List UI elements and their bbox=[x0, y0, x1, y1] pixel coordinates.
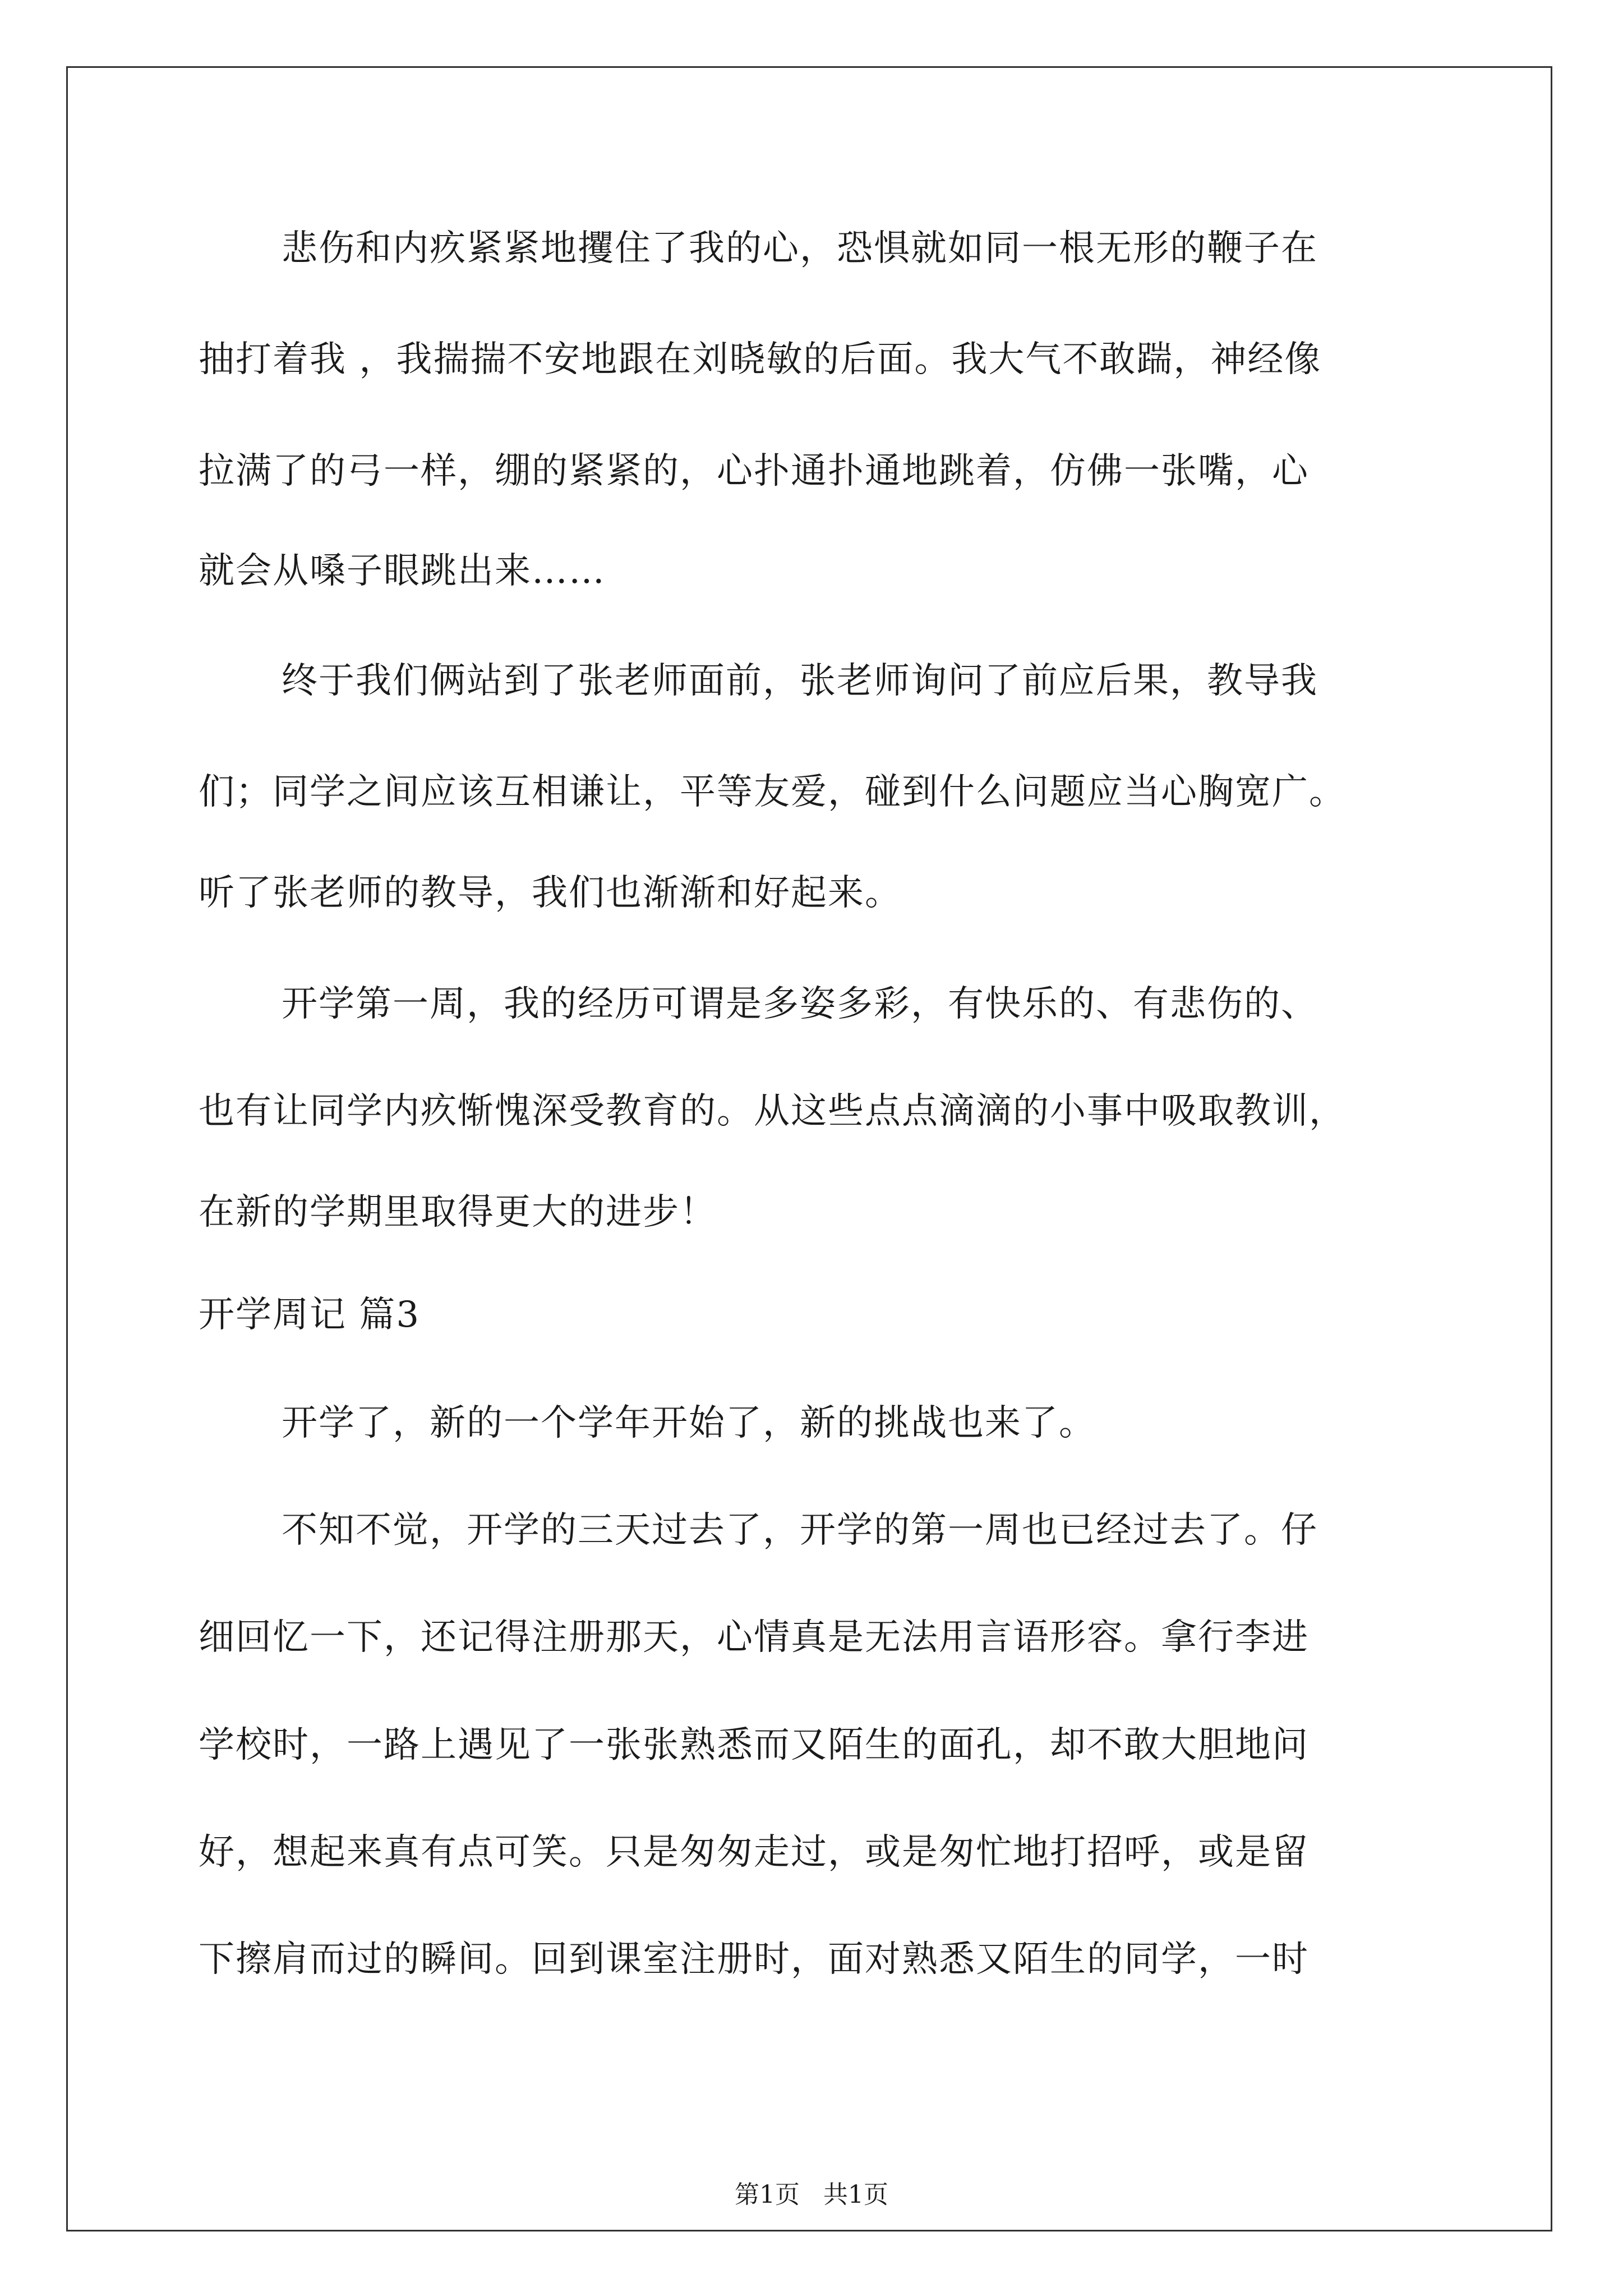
paragraph-line: 开学第一周，我的经历可谓是多姿多彩，有快乐的、有悲伤的、 bbox=[282, 983, 1318, 1025]
paragraph-line: 拉满了的弓一样，绷的紧紧的，心扑通扑通地跳着，仿佛一张嘴，心 bbox=[199, 450, 1309, 492]
section-heading: 开学周记 篇3 bbox=[199, 1294, 421, 1336]
page-footer: 第1页 共1页 bbox=[735, 2180, 888, 2209]
paragraph-line: 抽打着我 ，我揣揣不安地跟在刘晓敏的后面。我大气不敢踹，神经像 bbox=[199, 339, 1322, 380]
paragraph-line: 悲伤和内疚紧紧地攫住了我的心，恐惧就如同一根无形的鞭子在 bbox=[282, 228, 1318, 269]
page-border bbox=[66, 66, 1552, 2231]
paragraph-line: 学校时，一路上遇见了一张张熟悉而又陌生的面孔，却不敢大胆地问 bbox=[199, 1724, 1309, 1766]
paragraph-line: 就会从嗓子眼跳出来…… bbox=[199, 550, 606, 592]
paragraph-line: 在新的学期里取得更大的进步！ bbox=[199, 1191, 717, 1233]
paragraph-line: 也有让同学内疚惭愧深受教育的。从这些点点滴滴的小事中吸取教训， bbox=[199, 1091, 1346, 1132]
paragraph-line: 细回忆一下，还记得注册那天，心情真是无法用言语形容。拿行李进 bbox=[199, 1617, 1309, 1658]
paragraph-line: 们；同学之间应该互相谦让，平等友爱，碰到什么问题应当心胸宽广。 bbox=[199, 771, 1346, 813]
paragraph-line: 下擦肩而过的瞬间。回到课室注册时，面对熟悉又陌生的同学，一时 bbox=[199, 1939, 1309, 1980]
paragraph-line: 好，想起来真有点可笑。只是匆匆走过，或是匆忙地打招呼，或是留 bbox=[199, 1832, 1309, 1873]
paragraph-line: 开学了，新的一个学年开始了，新的挑战也来了。 bbox=[282, 1402, 1096, 1444]
paragraph-line: 终于我们俩站到了张老师面前，张老师询问了前应后果，教导我 bbox=[282, 660, 1318, 702]
paragraph-line: 不知不觉，开学的三天过去了，开学的第一周也已经过去了。仔 bbox=[282, 1510, 1318, 1551]
paragraph-line: 听了张老师的教导，我们也渐渐和好起来。 bbox=[199, 872, 902, 914]
